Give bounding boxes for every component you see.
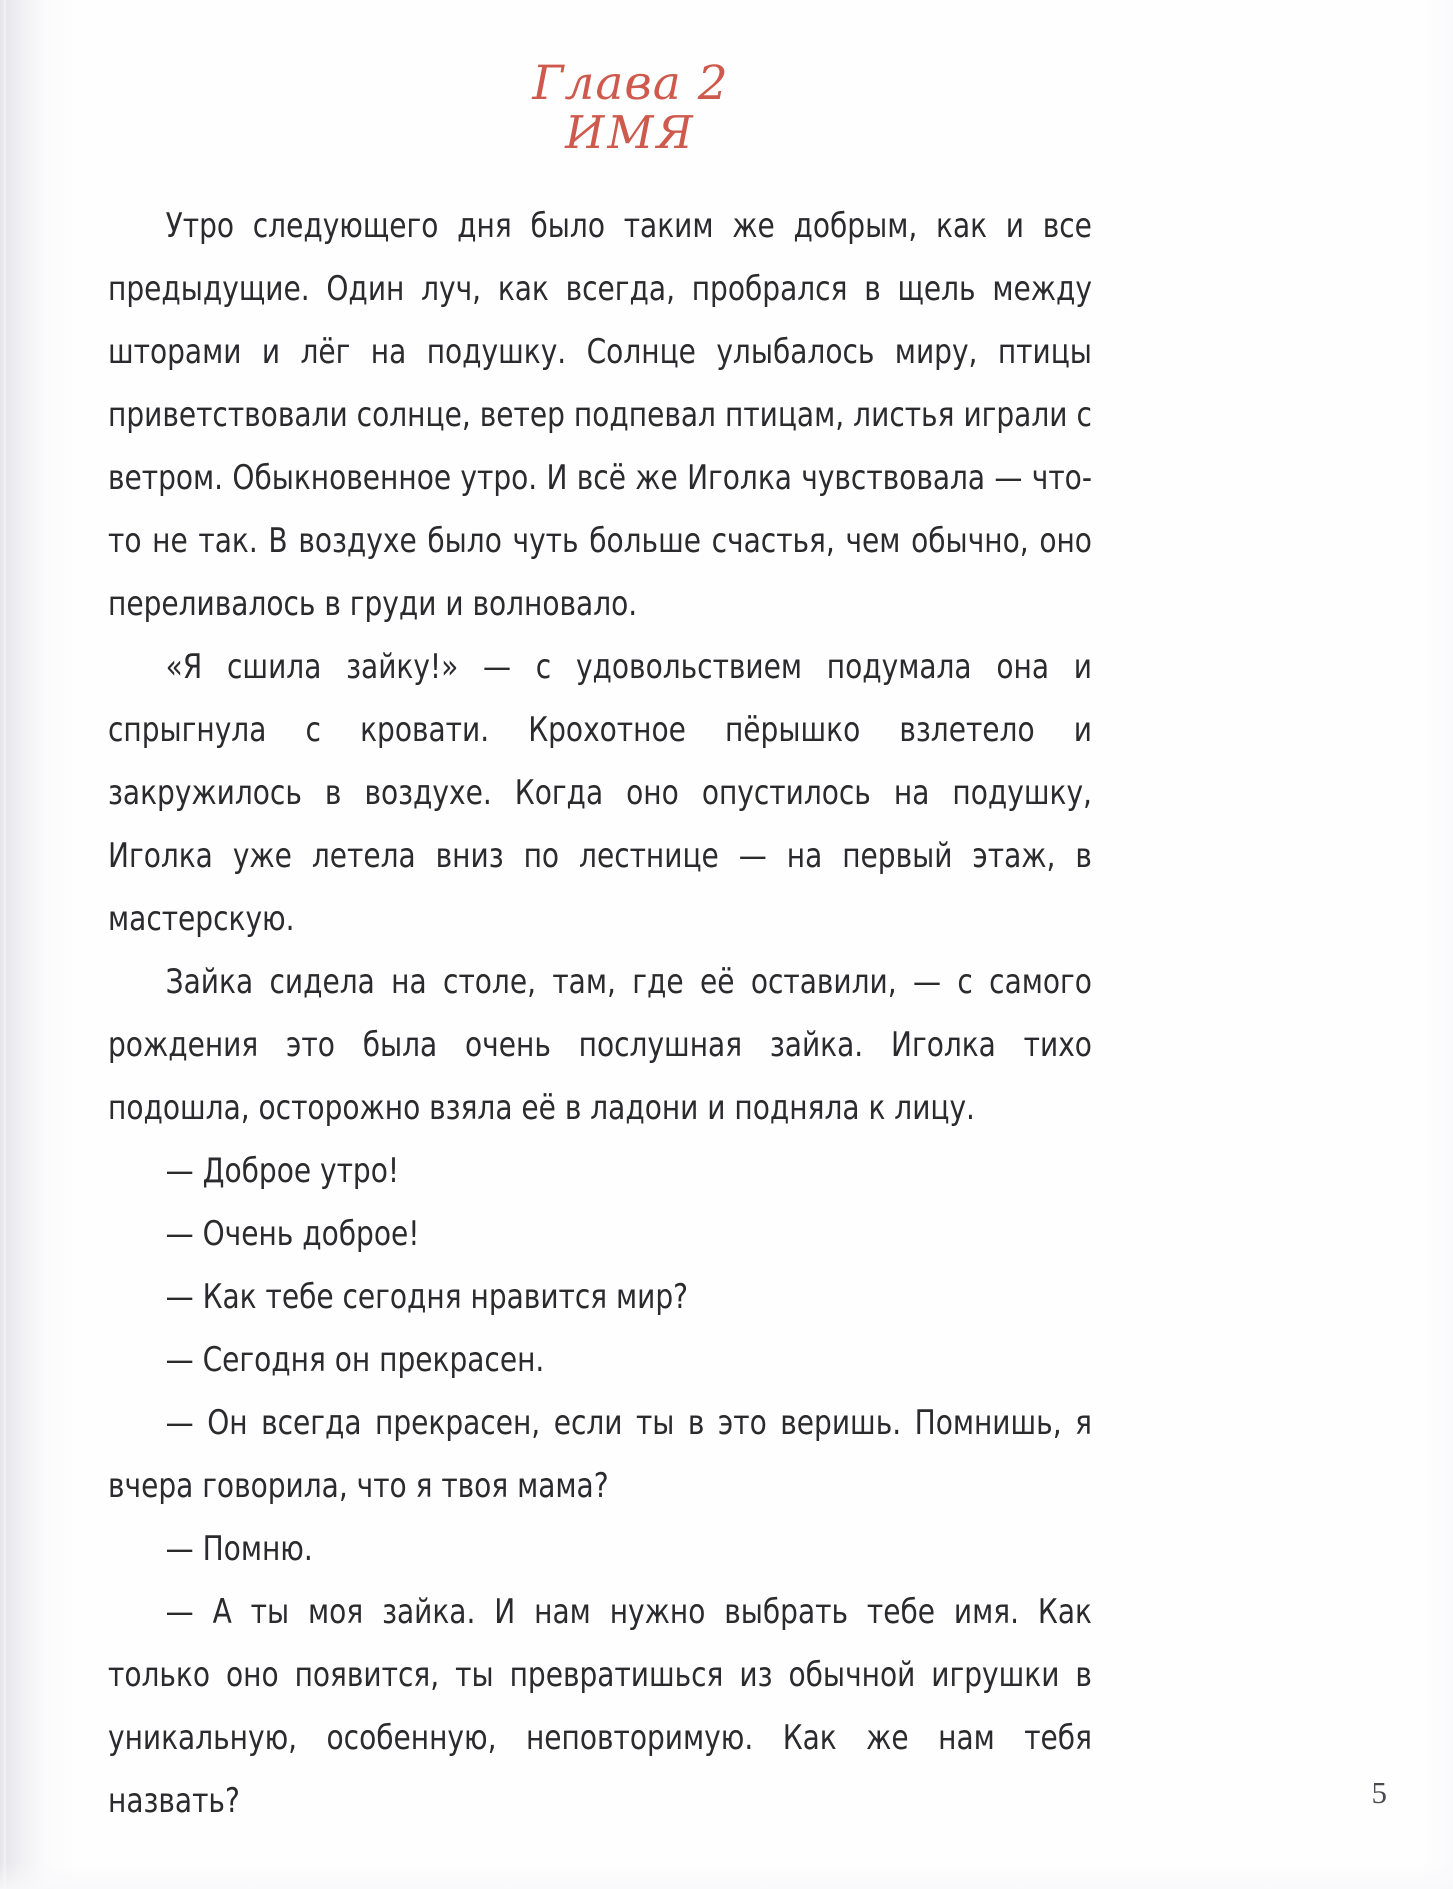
page-right-edge bbox=[1419, 0, 1453, 1889]
dialogue-line: — Очень доброе! bbox=[165, 1213, 420, 1253]
dialogue-line: — Как тебе сегодня нравится мир? bbox=[165, 1276, 689, 1316]
body-text bbox=[108, 194, 1092, 1832]
page-gutter-shadow bbox=[0, 0, 78, 1889]
dialogue-line: — Сегодня он прекрасен. bbox=[165, 1339, 545, 1379]
paragraph-narrative: Зайка сидела на столе, там, где её оставили, — с самого рождения это была очень послушная зайка. Иголка тихо подошла, осторожно взяла её в ладони и подняла к лицу. bbox=[108, 961, 1092, 1127]
dialogue-line: — Доброе утро! bbox=[165, 1150, 400, 1190]
dialogue-line: — А ты моя зайка. И нам нужно выбрать тебе имя. Как только оно появится, ты превратишься из обычной игрушки в уникальную, особенную, неповторимую. Как же нам тебя назвать? bbox=[108, 1591, 1092, 1820]
page-content bbox=[108, 56, 1093, 1832]
paragraph-narrative: «Я сшила зайку!» — с удовольствием подумала она и спрыгнула с кровати. Крохотное пёрышко взлетело и закружилось в воздухе. Когда оно опустилось на подушку, Иголка уже летела вниз по лестнице — на первый этаж, в мастерскую. bbox=[108, 646, 1092, 938]
dialogue-line: — Помню. bbox=[165, 1528, 313, 1568]
page-spine-edge bbox=[0, 0, 6, 1889]
chapter-title: ИМЯ bbox=[565, 105, 696, 159]
dialogue-line: — Он всегда прекрасен, если ты в это веришь. Помнишь, я вчера говорила, что я твоя мама? bbox=[108, 1402, 1092, 1505]
chapter-label: Глава 2 bbox=[532, 56, 729, 111]
chapter-heading bbox=[108, 56, 1093, 159]
page-bottom-edge bbox=[0, 1863, 1453, 1889]
paragraph-narrative: Утро следующего дня было таким же добрым, как и все предыдущие. Один луч, как всегда, пробрался в щель между шторами и лёг на подушку. Солнце улыбалось миру, птицы приветствовали солнце, ветер подпевал птицам, листья играли с ветром. Обыкновенное утро. И всё же Иголка чувствовала — что-то не так. В воздухе было чуть больше счастья, чем обычно, оно переливалось в груди и волновало. bbox=[108, 205, 1092, 623]
page-number: 5 bbox=[1371, 1775, 1387, 1810]
